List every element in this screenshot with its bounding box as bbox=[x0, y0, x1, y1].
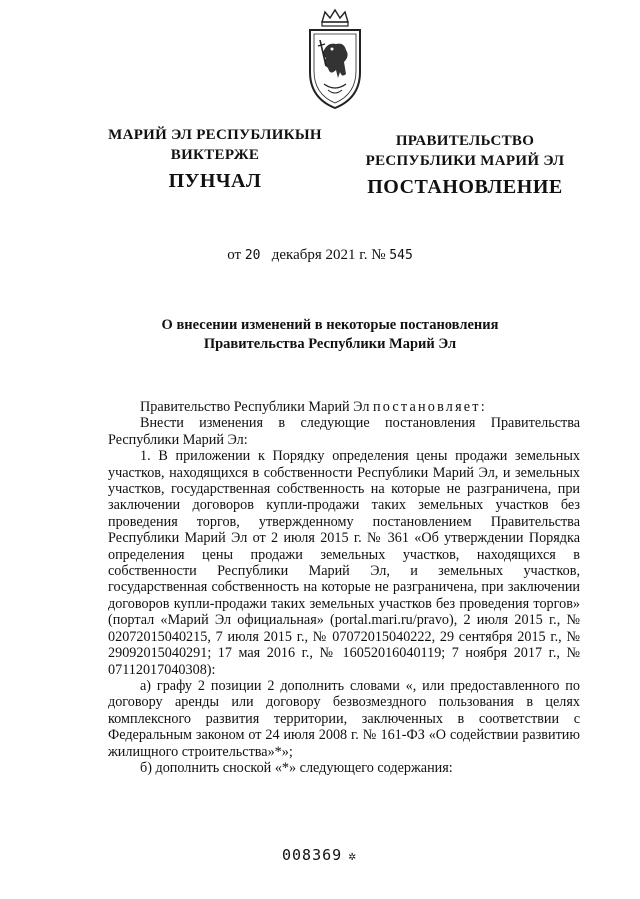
document-number: 545 bbox=[389, 248, 413, 263]
serial-mark-icon: ✲ bbox=[348, 849, 358, 864]
header-right-line1: ПРАВИТЕЛЬСТВО bbox=[395, 133, 535, 149]
paragraph: 1. В приложении к Порядку определения цены продажи земельных участков, находящихся в собственности Республики Марий Эл, и земельных участков, государственная собственность на которые не разграничена, при заключении договоров купли-продажи таких земельных участков без проведения торгов, утвержденному постановлением Правительства Республики Марий Эл от 2 июля 2015 г. № 361 «Об утверждении Порядка определения цены продажи земельных участков, находящихся в собственности Республики Марий Эл, и земельных участков, государственная собственность на которые не разграничена, при заключении договоров купли-продажи таких земельных участков без проведения торгов» (портал «Марий Эл официальная» (portal.mari.ru/pravo), 2 июля 2015 г., № 02072015040215, 7 июля 2015 г., № 07072015040222, 29 сентября 2015 г., № 29092015040291; 17 мая 2016 г., № 16052016040119; 7 ноября 2017 г., № 07112017040308): bbox=[108, 448, 580, 678]
document-date-line bbox=[0, 247, 640, 264]
document-body bbox=[108, 399, 580, 776]
header-right-doc-type: ПОСТАНОВЛЕНИЕ bbox=[367, 176, 563, 198]
date-middle: декабря 2021 г. № bbox=[271, 247, 386, 263]
serial-digits: 008369 bbox=[282, 846, 343, 864]
header-right-line2: РЕСПУБЛИКИ МАРИЙ ЭЛ bbox=[365, 153, 565, 169]
coat-of-arms-icon bbox=[300, 8, 370, 112]
header-left-doc-type: ПУНЧАЛ bbox=[168, 170, 262, 192]
header-left bbox=[100, 125, 330, 194]
paragraph: а) графу 2 позиции 2 дополнить словами «, или предоставленного по договору аренды или договору безвозмездного пользования в целях комплексного развития территории, заключенных в соответствии с Федеральным законом от 24 июля 2008 г. № 161-ФЗ «О содействии развитию жилищного строительства»*»; bbox=[108, 677, 580, 760]
paragraph: б) дополнить сноской «*» следующего содержания: bbox=[140, 759, 453, 776]
preamble-text: Правительство Республики Марий Эл bbox=[140, 399, 373, 415]
serial-number bbox=[282, 846, 357, 864]
date-prefix: от bbox=[227, 247, 242, 263]
title-line2: Правительства Республики Марий Эл bbox=[203, 336, 457, 352]
header-left-line1: МАРИЙ ЭЛ РЕСПУБЛИКЫН bbox=[108, 127, 322, 143]
preamble-verb: постановляет: bbox=[372, 399, 487, 415]
paragraph: Внести изменения в следующие постановления Правительства Республики Марий Эл: bbox=[108, 415, 580, 448]
header-left-line2: ВИКТЕРЖЕ bbox=[170, 147, 260, 163]
paragraph-preamble bbox=[108, 399, 580, 415]
header-right bbox=[350, 131, 580, 200]
date-day: 20 bbox=[244, 248, 261, 263]
document-title bbox=[110, 316, 550, 354]
title-line1: О внесении изменений в некоторые постановления bbox=[161, 317, 499, 333]
